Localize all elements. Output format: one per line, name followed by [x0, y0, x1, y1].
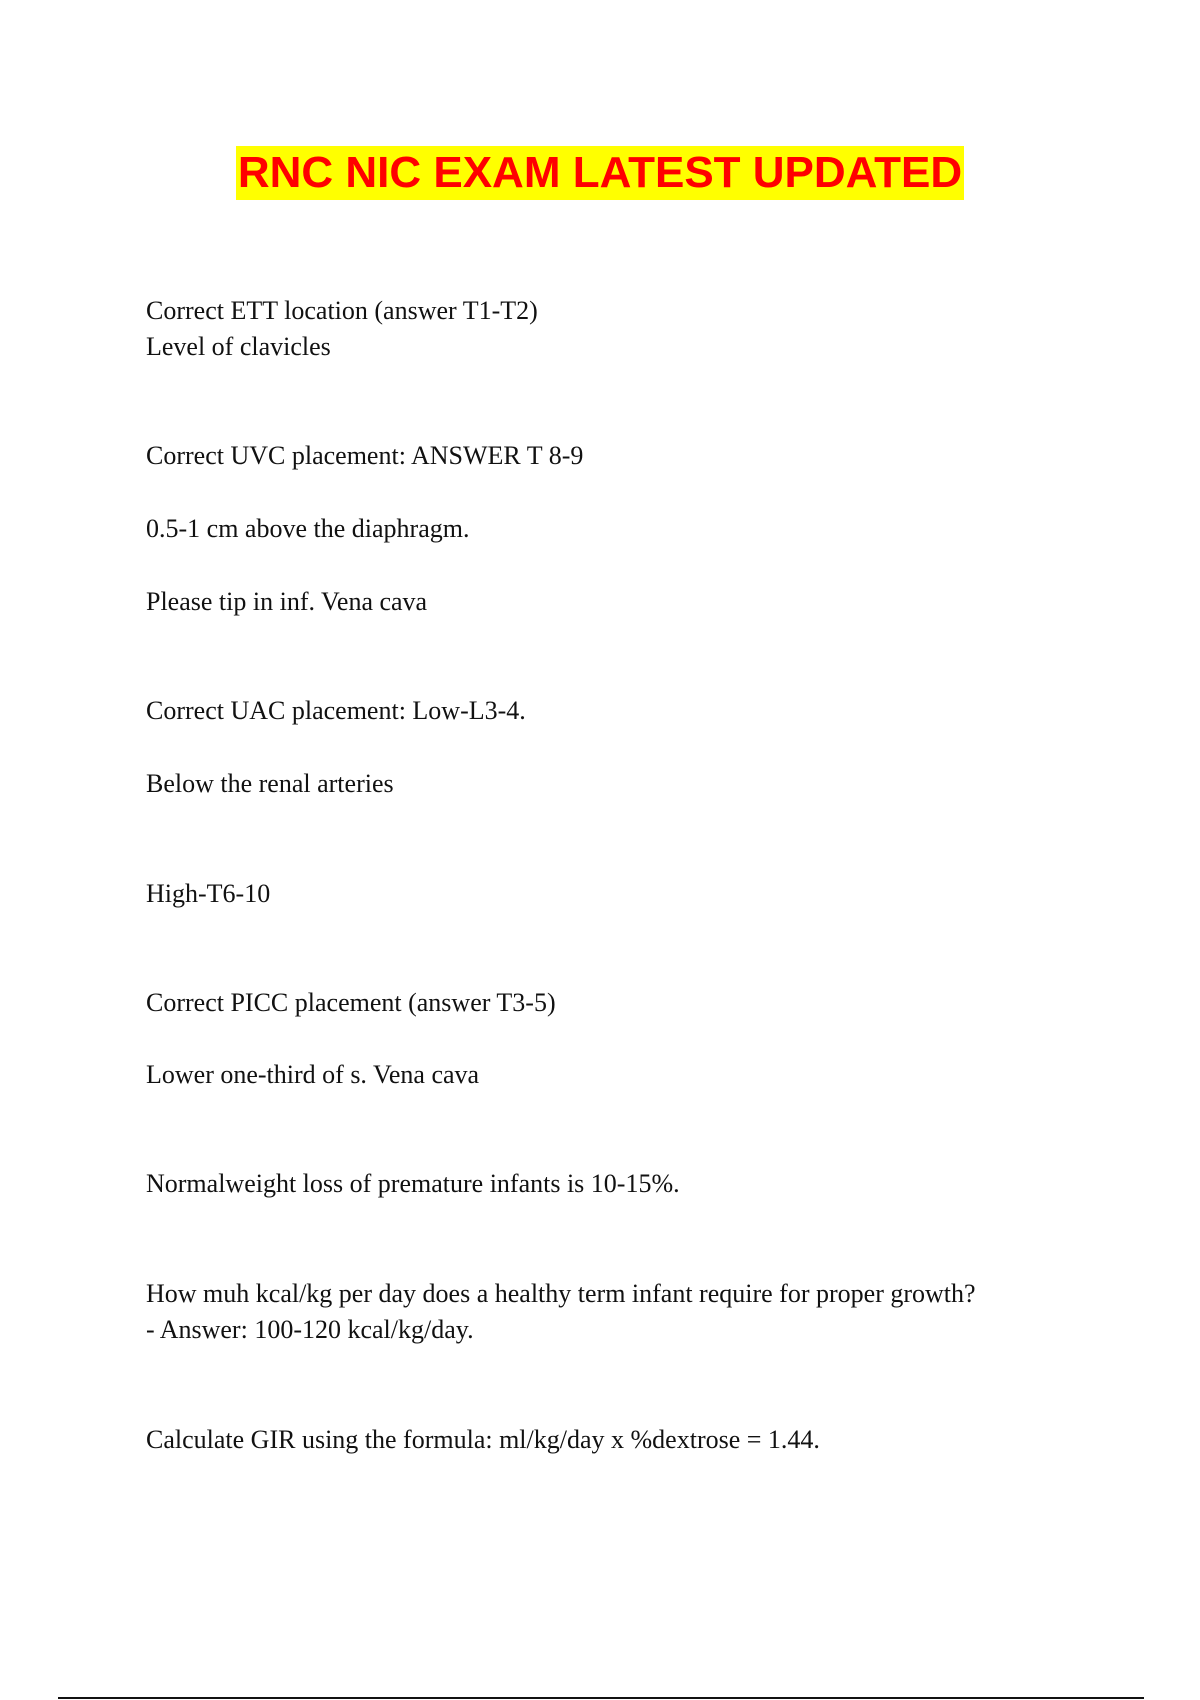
- note-picc-placement: Correct PICC placement (answer T3-5): [146, 988, 556, 1017]
- note-uvc-placement: Correct UVC placement: ANSWER T 8-9: [146, 441, 584, 470]
- note-uac-detail: Below the renal arteries: [146, 769, 394, 798]
- note-weight-loss: Normalweight loss of premature infants is 10-15%.: [146, 1169, 680, 1198]
- note-kcal-answer: - Answer: 100-120 kcal/kg/day.: [146, 1315, 474, 1344]
- document-title: RNC NIC EXAM LATEST UPDATED: [236, 146, 964, 200]
- note-ett-detail: Level of clavicles: [146, 332, 331, 361]
- note-gir-formula: Calculate GIR using the formula: ml/kg/day x %dextrose = 1.44.: [146, 1425, 820, 1454]
- note-uac-placement: Correct UAC placement: Low-L3-4.: [146, 696, 526, 725]
- footer-divider: [58, 1697, 1144, 1699]
- note-uvc-detail-2: Please tip in inf. Vena cava: [146, 587, 428, 616]
- note-picc-detail: Lower one-third of s. Vena cava: [146, 1060, 480, 1089]
- note-kcal-question: How muh kcal/kg per day does a healthy term infant require for proper growth?: [146, 1279, 976, 1308]
- note-ett-location: Correct ETT location (answer T1-T2): [146, 296, 538, 325]
- note-uvc-detail-1: 0.5-1 cm above the diaphragm.: [146, 514, 470, 543]
- note-uac-high: High-T6-10: [146, 879, 271, 908]
- title-block: [0, 146, 1200, 200]
